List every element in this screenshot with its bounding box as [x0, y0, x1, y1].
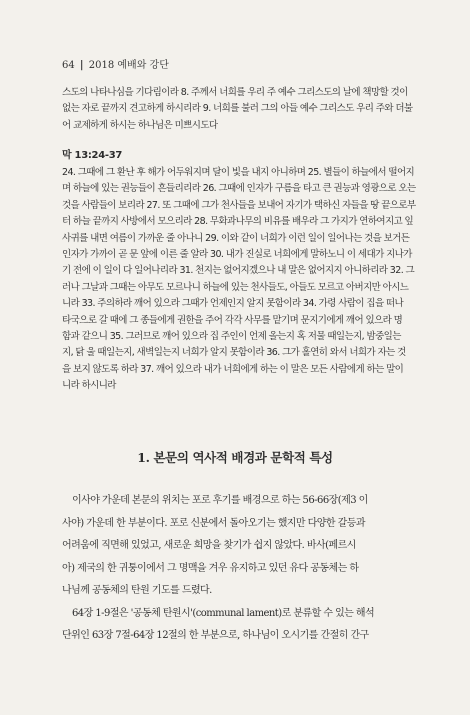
text-line: 24. 그때에 그 환난 후 해가 어두워지며 달이 빛을 내지 아니하며 25. 별들이 하늘에서 떨어지: [62, 167, 415, 178]
running-header: [62, 56, 169, 71]
body-paragraph: [62, 490, 422, 648]
text-line: 이사야 가운데 본문의 위치는 포로 후기를 배경으로 하는 56-66장(제3 이: [72, 495, 368, 506]
text-line: 아) 제국의 한 귀퉁이에서 그 명맥을 겨우 유지하고 있던 유다 공동체는 하: [62, 562, 359, 574]
text-line: 며 하늘에 있는 권능들이 흔들리리라 26. 그때에 인자가 구름을 타고 큰 권능과 영광으로 오는: [62, 183, 416, 195]
text-line: 니라 하시니라: [62, 380, 116, 392]
text-line: 니라 33. 주의하라 깨어 있으라 그때가 언제인지 알지 못함이라 34. 가령 사람이 집을 떠나: [62, 298, 404, 310]
text-line: 터 하늘 끝까지 사방에서 모으리라 28. 무화과나무의 비유를 배우라 그 가지가 연하여지고 잎: [62, 216, 414, 228]
text-line: 타국으로 갈 때에 그 종들에게 권한을 주어 각각 사무를 맡기며 문지기에게 깨어 있으라 명: [62, 314, 403, 326]
text-line: 사귀를 내면 여름이 가까운 줄 아나니 29. 이와 같이 너희가 이런 일이 일어나는 것을 보거든: [62, 232, 410, 244]
text-line: 어 교제하게 하시는 하나님은 미쁘시도다: [62, 119, 218, 131]
text-line: 사야) 가운데 한 부분이다. 포로 신분에서 돌아오기는 했지만 다양한 갈등과: [62, 517, 365, 529]
page-number: 64: [62, 60, 75, 71]
text-line: 인자가 가까이 곧 문 앞에 이른 줄 알라 30. 내가 진실로 너희에게 말하노니 이 세대가 지나가: [62, 249, 412, 261]
text-line: 을 보지 않도록 하라 37. 깨어 있으라 내가 너희에게 하는 이 말은 모든 사람에게 하는 말이: [62, 363, 404, 375]
scripture-reference: 막 13:24-37: [62, 150, 123, 161]
text-line: 러나 그날과 그때는 아무도 모르나니 하늘에 있는 천사들도, 아들도 모르고 아버지만 아시느: [62, 281, 409, 293]
book-title: 2018 예배와 강단: [88, 60, 169, 71]
header-separator: |: [79, 60, 84, 71]
intro-passage: [62, 85, 422, 134]
text-line: 단위인 63장 7절-64장 12절의 한 부분으로, 하나님이 오시기를 간절히 간구: [62, 630, 369, 641]
text-line: 기 전에 이 일이 다 일어나리라 31. 천지는 없어지겠으나 내 말은 없어지지 아니하리라 32. 그: [62, 265, 415, 277]
text-line: 없는 자로 끝까지 견고하게 하시리라 9. 너희를 불러 그의 아들 예수 그리스도 우리 주와 더불: [62, 103, 413, 115]
text-line: 어려움에 직면해 있었고, 새로운 희망을 찾기가 쉽지 않았다. 바사(페르시: [62, 540, 356, 551]
section-heading: 1. 본문의 역사적 배경과 문학적 특성: [137, 450, 333, 465]
text-line: 지, 닭 울 때일는지, 새벽일는지 너희가 알지 못함이라 36. 그가 홀연히 와서 너희가 자는 것: [62, 347, 406, 359]
text-line: 것을 사람들이 보리라 27. 또 그때에 그가 천사들을 보내어 자기가 택하신 자들을 땅 끝으로부: [62, 199, 416, 211]
text-line: 나님께 공동체의 탄원 기도를 드렸다.: [62, 585, 212, 596]
text-line: 함과 같으니 35. 그러므로 깨어 있으라 집 주인이 언제 올는지 혹 저물 때일는지, 밤중일는: [62, 331, 401, 343]
text-line: 스도의 나타나심을 기다림이라 8. 주께서 너희를 우리 주 예수 그리스도의 날에 책망할 것이: [62, 87, 408, 98]
text-line: 64장 1-9절은 '공동체 탄원시'(communal lament)로 분류할 수 있는 해석: [72, 607, 375, 619]
scripture-passage: [62, 165, 422, 395]
